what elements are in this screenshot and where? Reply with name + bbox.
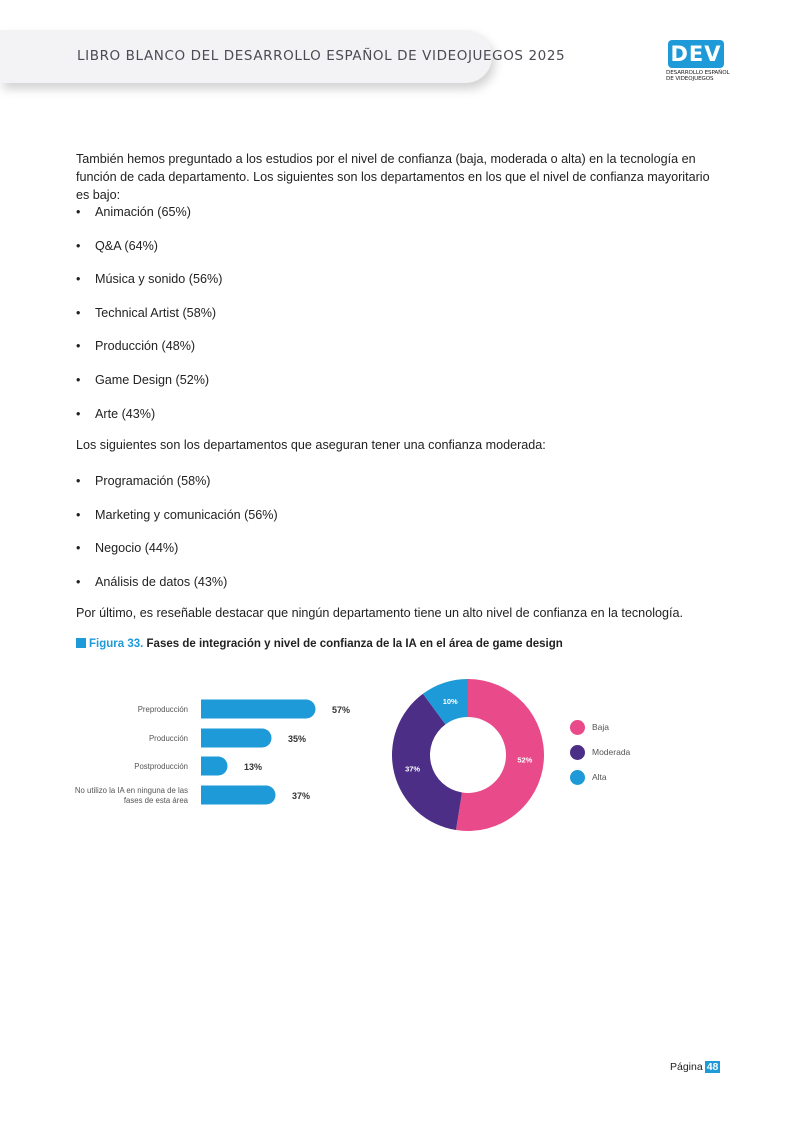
bar-value-label: 35% <box>288 734 307 744</box>
logo-mark: DEV <box>668 40 724 68</box>
dev-logo <box>666 40 730 84</box>
figure-caption <box>76 638 563 650</box>
bar-1 <box>201 700 315 719</box>
legend-swatch <box>570 745 585 760</box>
list-item: • Análisis de datos (43%) <box>76 573 278 607</box>
bar-category-label: fases de esta área <box>123 796 188 805</box>
bar-value-label: 57% <box>332 705 351 715</box>
caption-square-icon <box>76 638 86 648</box>
list-item: • Q&A (64%) <box>76 237 222 271</box>
page-label: Página <box>670 1061 703 1073</box>
bar-4 <box>201 786 276 805</box>
figure-title: Fases de integración y nivel de confianza de la IA en el área de game design <box>146 638 563 650</box>
legend-label: Moderada <box>592 747 631 757</box>
list-item: • Arte (43%) <box>76 405 222 439</box>
list-item: • Negocio (44%) <box>76 539 278 573</box>
list-item: • Game Design (52%) <box>76 371 222 405</box>
moderate-intro-paragraph: Los siguientes son los departamentos que aseguran tener una confianza moderada: <box>76 438 546 452</box>
list-item: • Producción (48%) <box>76 337 222 371</box>
figure-number: Figura 33. <box>89 638 144 650</box>
list-item: • Programación (58%) <box>76 472 278 506</box>
list-item: • Animación (65%) <box>76 203 222 237</box>
low-confidence-list <box>76 203 222 438</box>
bar-3 <box>201 757 228 776</box>
bar-value-label: 13% <box>244 762 263 772</box>
document-title: LIBRO BLANCO DEL DESARROLLO ESPAÑOL DE VIDEOJUEGOS 2025 <box>77 48 566 64</box>
bar-value-label: 37% <box>292 791 311 801</box>
bar-category-label: Preproducción <box>137 705 188 714</box>
page-footer <box>670 1061 720 1073</box>
bar-2 <box>201 729 272 748</box>
list-item: • Marketing y comunicación (56%) <box>76 506 278 540</box>
donut-value-label: 52% <box>517 755 533 765</box>
intro-paragraph: También hemos preguntado a los estudios por el nivel de confianza (baja, moderada o alta) en la tecnología en función de cada departamento. Los siguientes son los departamentos en los que el nivel de confianza mayoritario es bajo: <box>76 152 710 202</box>
bar-category-label: No utilizo la IA en ninguna de las <box>74 786 188 795</box>
bar-category-label: Postproducción <box>134 762 188 771</box>
logo-subtitle-line1: DESARROLLO ESPAÑOL <box>666 70 730 76</box>
donut-value-label: 10% <box>442 696 458 706</box>
page-number: 48 <box>706 1061 719 1073</box>
logo-subtitle-line2: DE VIDEOJUEGOS <box>666 76 714 82</box>
integration-phase-bar-chart <box>0 680 380 830</box>
list-item: • Technical Artist (58%) <box>76 304 222 338</box>
legend-label: Baja <box>592 722 610 732</box>
donut-value-label: 37% <box>405 764 421 774</box>
closing-paragraph: Por último, es reseñable destacar que ningún departamento tiene un alto nivel de confianza en la tecnología. <box>76 606 684 620</box>
bar-category-label: Producción <box>148 734 188 743</box>
legend-label: Alta <box>592 772 607 782</box>
moderate-confidence-list <box>76 472 278 606</box>
list-item: • Música y sonido (56%) <box>76 270 222 304</box>
confidence-donut-chart <box>376 664 560 848</box>
legend-swatch <box>570 770 585 785</box>
legend-swatch <box>570 720 585 735</box>
